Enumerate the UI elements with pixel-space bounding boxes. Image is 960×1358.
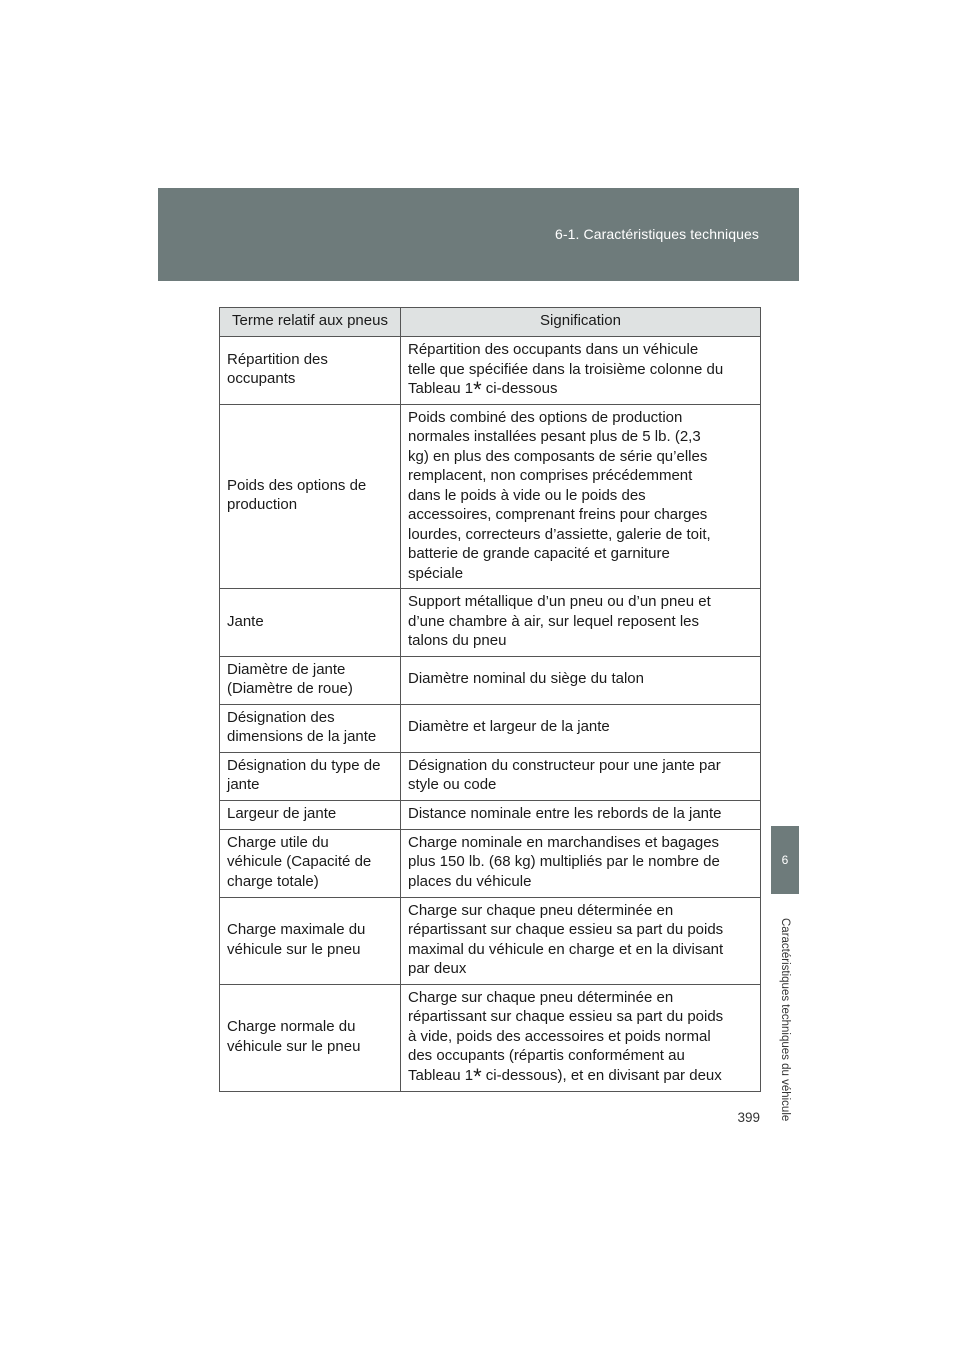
table-row [220,404,761,589]
chapter-number: 6 [781,853,789,867]
definition-text: Charge sur chaque pneu déterminée en répartissant sur chaque essieu sa part du poids maximal du véhicule en charge et en la divisant par deux [408,901,724,977]
definition-cell [401,829,761,897]
definition-text: Répartition des occupants dans un véhicule telle que spécifiée dans la troisième colonne du Tableau 1 [408,341,724,397]
term-cell: Charge utile du véhicule (Capacité de charge totale) [220,829,401,897]
term-cell: Diamètre de jante (Diamètre de roue) [220,656,401,704]
column-header-meaning: Signification [401,308,761,337]
table-row [220,656,761,704]
definition-text: Charge sur chaque pneu déterminée en répartissant sur chaque essieu sa part du poids à vide, poids des accessoires et poids normal des occupants (répartis conformément au Tableau 1 [408,988,724,1084]
term-cell: Désignation des dimensions de la jante [220,704,401,752]
term-cell: Répartition des occupants [220,337,401,405]
definition-text: Diamètre nominal du siège du talon [408,670,644,688]
page-number: 399 [737,1110,760,1125]
tire-terms-table [219,307,761,1092]
definition-text: Désignation du constructeur pour une jante par style ou code [408,756,721,793]
definition-cell [401,337,761,405]
table-row [220,800,761,829]
footnote-asterisk: * [473,1063,482,1089]
table-row [220,704,761,752]
table-header-row [220,308,761,337]
definition-text-tail: ci-dessous [481,380,558,397]
chapter-label: Caractéristiques techniques du véhicule [779,918,791,1122]
term-cell: Poids des options de production [220,404,401,589]
definition-cell [401,984,761,1091]
definition-cell [401,752,761,800]
definition-cell [401,656,761,704]
footnote-asterisk: * [473,377,482,402]
definition-cell [401,404,761,589]
chapter-tab [771,826,799,894]
definition-cell [401,897,761,984]
definition-text-tail: ci-dessous), et en divisant par deux [481,1066,722,1084]
definition-text: Poids combiné des options de production normales installées pesant plus de 5 lb. (2,3 kg) en plus des composants de série qu’elles remplacent, non comprises précédemment dans le poids à vide ou le poids des accessoires, comprenant freins pour charges lourdes, correcteurs d’assiette, galerie de toit, batterie de grande capacité et garniture spéciale [408,408,711,582]
column-header-term: Terme relatif aux pneus [220,308,401,337]
table-row [220,897,761,984]
definition-text: Diamètre et largeur de la jante [408,718,610,736]
term-cell: Charge normale du véhicule sur le pneu [220,984,401,1091]
definition-cell [401,800,761,829]
table-row [220,752,761,800]
definition-cell [401,589,761,657]
section-header-band [158,188,799,281]
section-title: 6-1. Caractéristiques techniques [555,226,759,242]
table-row [220,589,761,657]
term-cell: Largeur de jante [220,800,401,829]
table-row [220,984,761,1091]
chapter-side-label [771,904,799,1136]
definition-cell [401,704,761,752]
definition-text: Distance nominale entre les rebords de la jante [408,804,722,822]
term-cell: Désignation du type de jante [220,752,401,800]
table-body [220,337,761,1092]
term-cell: Charge maximale du véhicule sur le pneu [220,897,401,984]
term-cell: Jante [220,589,401,657]
definition-text: Support métallique d’un pneu ou d’un pneu et d’une chambre à air, sur lequel reposent les talons du pneu [408,593,711,649]
definition-text: Charge nominale en marchandises et bagages plus 150 lb. (68 kg) multipliés par le nombre de places du véhicule [408,833,720,890]
table-row [220,337,761,405]
table-row [220,829,761,897]
